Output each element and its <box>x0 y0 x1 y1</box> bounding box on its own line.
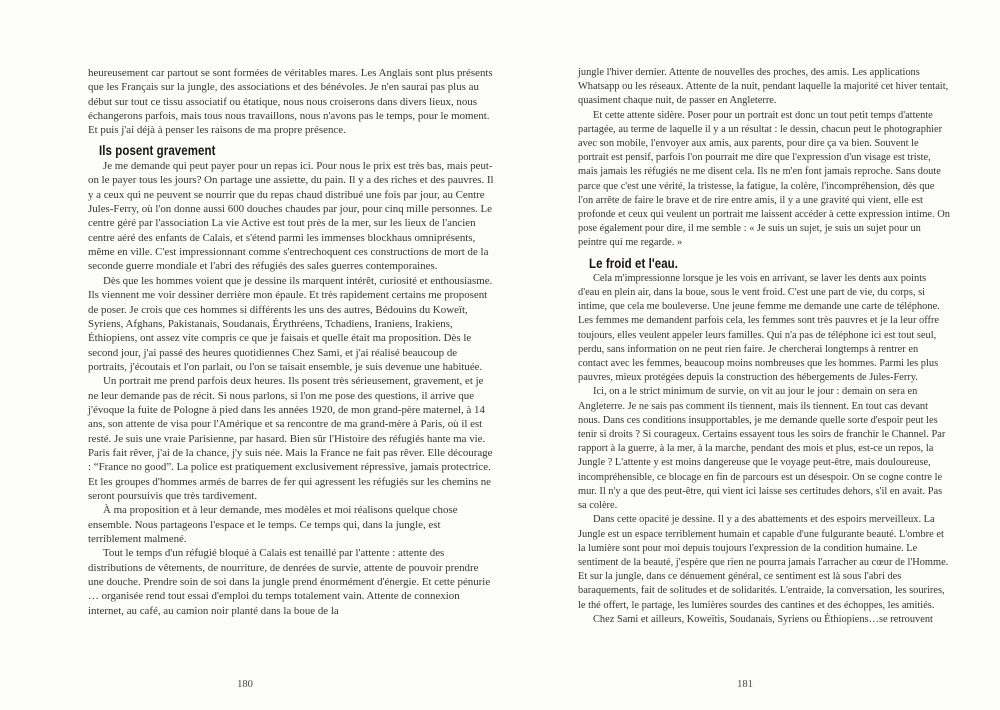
left-page-text-column <box>88 66 494 618</box>
body-paragraph: Et cette attente sidère. Poser pour un portrait est donc un tout petit temps d'attente partagée, au terme de laquelle il y a un résultat : le dessin, chacun peut le photographier avec son mobile, l'envoyer aux amis, aux parents, pour dire ça va bien. Souvent le portrait est pensif, parfois l'on pourrait me dire que l'expression d'un visage est triste, mais jamais les réfugiés ne me disent cela. Ils ne m'en font jamais reproche. Sans doute parce que c'est une vérité, la tristesse, la fatigue, la colère, l'incompréhension, dès que l'on arrête de faire le brave et de rire entre amis, il y a une gravité qui vient, elle est profonde et ceux qui veulent un portrait me laissent accéder à cette expression intime. On pose également pour dire, il me semble : « Je suis un sujet, je suis un sujet pour un peintre qui me regarde. » <box>578 109 950 249</box>
body-paragraph: heureusement car partout se sont formées de véritables mares. Les Anglais sont plus présents que les Français sur la jungle, des associations et des bénévoles. Je n'en saurai pas plus au début sur tout ce tissu associatif ou étatique, nous nous croiserons dans divers lieux, nous échangerons parfois, mais tous nous travaillons, nous n'avons pas le temps, pour le moment. Et puis j'ai déjà à penser les raisons de ma propre présence. <box>88 67 493 137</box>
section-heading: Le froid et l'eau. <box>589 254 679 271</box>
body-paragraph: Cela m'impressionne lorsque je les vois en arrivant, se laver les dents aux points d'eau en plein air, dans la boue, sous le vent froid. C'est une part de vie, du corps, si intime, que cela me bouleverse. Une jeune femme me demande une carte de téléphone. Les femmes me demandent parfois cela, les femmes sont très pauvres et je la leur offre toujours, elles veulent appeler leurs familles. Qui n'a pas de téléphone ici est tout seul, perdu, sans information on ne peut rien faire. Je chercherai longtemps à rentrer en contact avec les femmes, beaucoup moins nombreuses que les hommes. Parmi les plus pauvres, mieux protégées depuis la construction des hébergements de Jules-Ferry. <box>578 272 940 384</box>
body-paragraph: Tout le temps d'un réfugié bloqué à Calais est tenaillé par l'attente : attente des distributions de vêtements, de nourriture, de denrées de survie, attente de pouvoir prendre une douche. Prendre soin de soi dans la jungle prend énormément d'énergie. Et cette pénurie … organisée rend tout essai d'emploi du temps totalement vain. Attente de connexion internet, au café, au camion noir planté dans la boue de la <box>88 547 491 617</box>
body-paragraph: Dès que les hommes voient que je dessine ils marquent intérêt, curiosité et enthousiasme. Ils viennent me voir dessiner derrière mon épaule. Et très rapidement certains me proposent de poser. Je crois que ces hommes si différents les uns des autres, Bédouins du Koweït, Syriens, Afghans, Pakistanais, Soudanais, Érythréens, Tchadiens, Iraniens, Irakiens, Éthiopiens, ont assez vite compris ce que je faisais et quelle était ma proposition. Dès le second jour, j'ai passé des heures quotidiennes Chez Sami, et j'ai réalisé beaucoup de portraits, j'écoutais et l'on parlait, ou l'on se taisait ensemble, je suis devenue une habituée. <box>88 274 493 373</box>
section-heading: Ils posent gravement <box>99 141 216 158</box>
right-page-text-column <box>578 66 950 627</box>
body-paragraph: Chez Sami et ailleurs, Koweïtis, Soudanais, Syriens ou Éthiopiens…se retrouvent <box>593 613 933 625</box>
left-page-number: 180 <box>237 679 253 690</box>
body-paragraph: Ici, on a le strict minimum de survie, on vit au jour le jour : demain on sera en Angleterre. Je ne sais pas comment ils tiennent, mais ils tiennent. En tout cas devant nous. Dans ces conditions insupportables, je me demande quelle sorte d'espoir peut les tenir si droits ? Si courageux. Certains essayent tous les soirs de franchir le Channel. Par rapport à la guerre, à la mer, à la marche, pendant des mois et plus, est-ce un repos, la Jungle ? L'attente y est moins dangereuse que le voyage peut-être, mais douloureuse, incompréhensible, ce blocage en fin de parcours est un désespoir. On se cogne contre le mur. Il n'y a que des peut-être, qui vient ici laisse ses certitudes dehors, s'il en avait. Pas sa colère. <box>578 386 946 512</box>
body-paragraph: À ma proposition et à leur demande, mes modèles et moi réalisons quelque chose ensemble. Nous partageons l'espace et le temps. Ce temps qui, dans la jungle, est terriblement malmené. <box>88 504 458 545</box>
body-paragraph: Je me demande qui peut payer pour un repas ici. Pour nous le prix est très bas, mais peut-on le payer tous les jours? On partage une assiette, du pain. Il y a des riches et des pauvres. Il y a ceux qui ne peuvent se nourrir que du repas chaud distribué une fois par jour, au Centre Jules-Ferry, où l'on donne aussi 600 douches chaudes par jour, pour cinq mille personnes. Le centre géré par l'association La vie Active est tout près de la mer, sur les lieux de l'ancien centre aéré des enfants de Calais, et s'étend parmi les immenses blockhaus omniprésents, même en ville. C'est impressionnant comme s'entrechoquent ces constructions de mort de la seconde guerre mondiale et l'abri des réfugiés des sales guerres contemporaines. <box>88 160 494 273</box>
right-page-number: 181 <box>737 679 753 690</box>
body-paragraph: Un portrait me prend parfois deux heures. Ils posent très sérieusement, gravement, et je ne leur demande pas de récit. Si nous parlons, si l'on me pose des questions, il arrive que j'évoque la fuite de Pologne à pied dans les années 1920, de mon grand-père maternel, à 14 ans, son attente de visa pour l'Amérique et sa rencontre de ma grand-mère à Paris, où il est resté. Je suis une vraie Parisienne, par hasard. Bien sûr l'Histoire des réfugiés hante ma vie. Paris fait rêver, j'ai de la chance, j'y suis née. Mais la France ne fait pas rêver. Elle décourage : “France no good”. La police est pratiquement exclusivement répressive, jamais protectrice. Et les groupes d'hommes armés de barres de fer qui agressent les réfugiés sur les chemins ne seront poursuivis que très tardivement. <box>88 375 493 502</box>
body-paragraph: jungle l'hiver dernier. Attente de nouvelles des proches, des amis. Les applications Whatsapp ou les réseaux. Attente de la nuit, pendant laquelle la majorité cet hiver tentait, quasiment chaque nuit, de passer en Angleterre. <box>578 67 949 107</box>
body-paragraph: Dans cette opacité je dessine. Il y a des abattements et des espoirs merveilleux. La Jungle est un espace terriblement humain et capable d'une fulgurante beauté. L'ombre et la lumière sont pour moi depuis toujours l'expression de la condition humaine. Le sentiment de la beauté, j'espère que rien ne pourra jamais l'arracher au cœur de l'Homme. Et sur la jungle, dans ce dénuement général, ce sentiment est là sous l'abri des baraquements, fait de solitudes et de solidarités. L'entraide, la conversation, les sourires, le thé offert, le partage, les lumières sourdes des cantines et des échoppes, les amitiés. <box>578 514 949 611</box>
